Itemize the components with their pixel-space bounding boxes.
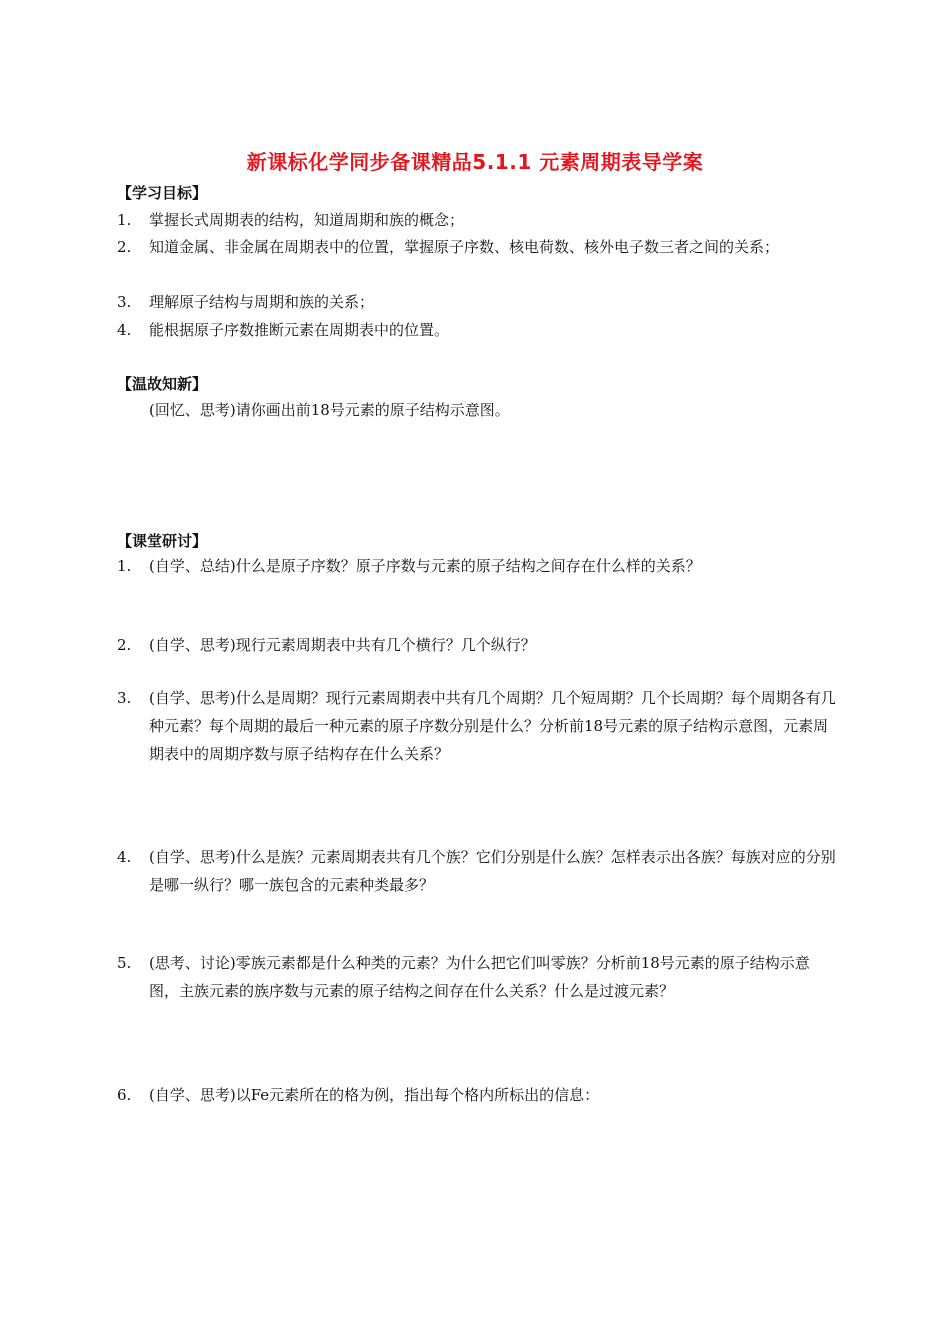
question-text: (自学、总结)什么是原子序数？原子序数与元素的原子结构之间存在什么样的关系？ bbox=[149, 557, 701, 575]
question-item-3 bbox=[117, 684, 837, 768]
question-number: 5. bbox=[117, 954, 132, 972]
question-item-6 bbox=[117, 1081, 837, 1109]
goal-item-number: 4. bbox=[117, 321, 132, 339]
question-text: (自学、思考)以Fe元素所在的格为例，指出每个格内所标出的信息： bbox=[149, 1086, 600, 1104]
question-text: (自学、思考)现行元素周期表中共有几个横行？几个纵行？ bbox=[149, 636, 536, 654]
goal-item-3 bbox=[117, 288, 837, 316]
question-number: 1. bbox=[117, 557, 132, 575]
question-item-2 bbox=[117, 631, 837, 659]
question-text: (自学、思考)什么是族？元素周期表共有几个族？它们分别是什么族？怎样表示出各族？每族对应的分别是哪一纵行？哪一族包含的元素种类最多？ bbox=[149, 848, 836, 894]
section-heading-goals: 【学习目标】 bbox=[117, 184, 208, 202]
goal-item-text: 掌握长式周期表的结构，知道周期和族的概念； bbox=[149, 211, 465, 229]
question-item-1 bbox=[117, 552, 837, 580]
goal-item-4 bbox=[117, 316, 837, 344]
goal-item-text: 理解原子结构与周期和族的关系； bbox=[149, 293, 375, 311]
question-number: 2. bbox=[117, 636, 132, 654]
document-title: 新课标化学同步备课精品5.1.1 元素周期表导学案 bbox=[246, 150, 704, 174]
goal-item-1 bbox=[117, 206, 837, 234]
goal-item-number: 2. bbox=[117, 238, 132, 256]
section-heading-class: 【课堂研讨】 bbox=[117, 532, 208, 550]
question-number: 3. bbox=[117, 689, 132, 707]
question-text: (自学、思考)什么是周期？现行元素周期表中共有几个周期？几个短周期？几个长周期？每个周期各有几种元素？每个周期的最后一种元素的原子序数分别是什么？分析前18号元素的原子结构示意图，元素周期表中的周期序数与原子结构存在什么关系？ bbox=[149, 689, 836, 763]
question-number: 4. bbox=[117, 848, 132, 866]
goal-item-text: 能根据原子序数推断元素在周期表中的位置。 bbox=[149, 321, 450, 339]
question-item-4 bbox=[117, 843, 837, 899]
goal-item-number: 3. bbox=[117, 293, 132, 311]
section-heading-review: 【温故知新】 bbox=[117, 375, 208, 393]
question-text: (思考、讨论)零族元素都是什么种类的元素？为什么把它们叫零族？分析前18号元素的原子结构示意图，主族元素的族序数与元素的原子结构之间存在什么关系？什么是过渡元素？ bbox=[149, 954, 810, 1000]
goal-item-2 bbox=[117, 233, 837, 261]
goal-item-text: 知道金属、非金属在周期表中的位置，掌握原子序数、核电荷数、核外电子数三者之间的关系； bbox=[149, 238, 780, 256]
goal-item-number: 1. bbox=[117, 211, 132, 229]
question-item-5 bbox=[117, 949, 837, 1005]
review-prompt: (回忆、思考)请你画出前18号元素的原子结构示意图。 bbox=[149, 401, 510, 419]
question-number: 6. bbox=[117, 1086, 132, 1104]
